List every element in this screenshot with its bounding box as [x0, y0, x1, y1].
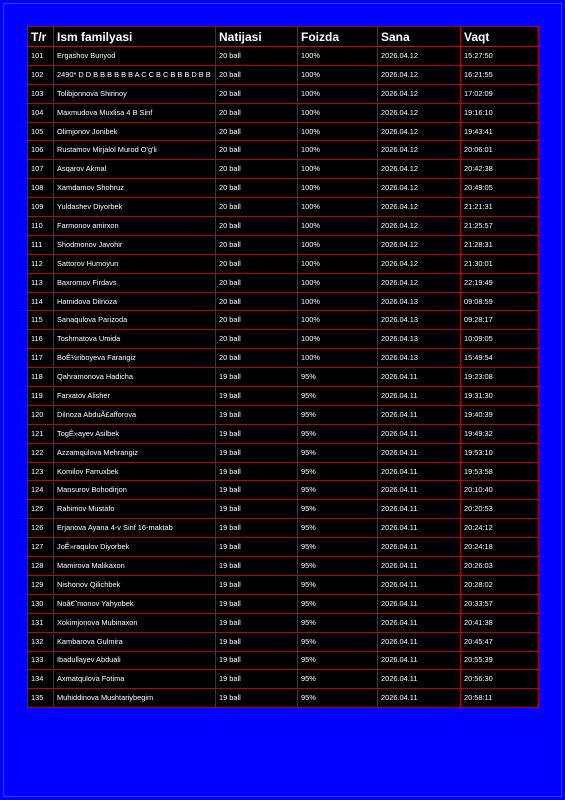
table-row: [28, 235, 539, 254]
cell-percent: 95%: [298, 613, 378, 632]
cell-name: Dilnoza AbduÃ£afforova: [54, 405, 216, 424]
cell-number: 123: [28, 462, 54, 481]
cell-time: 17:02:09: [461, 84, 539, 103]
cell-time: 19:31:30: [461, 387, 539, 406]
cell-result: 20 ball: [216, 179, 298, 198]
cell-number: 131: [28, 613, 54, 632]
cell-percent: 95%: [298, 538, 378, 557]
cell-result: 19 ball: [216, 481, 298, 500]
cell-number: 125: [28, 500, 54, 519]
cell-percent: 100%: [298, 235, 378, 254]
table-row: [28, 84, 539, 103]
cell-result: 20 ball: [216, 141, 298, 160]
table-row: [28, 462, 539, 481]
cell-name: Kambarova Gulmira: [54, 632, 216, 651]
cell-result: 19 ball: [216, 519, 298, 538]
cell-date: 2026.04.13: [378, 349, 461, 368]
cell-percent: 100%: [298, 198, 378, 217]
cell-number: 105: [28, 122, 54, 141]
cell-number: 103: [28, 84, 54, 103]
table-row: [28, 103, 539, 122]
cell-name: Maxmudova Muxlisa 4 B Sinf: [54, 103, 216, 122]
cell-number: 108: [28, 179, 54, 198]
cell-name: BoÊ½riboyeva Farangiz: [54, 349, 216, 368]
cell-name: Komilov Farruxbek: [54, 462, 216, 481]
cell-name: Nishonov Qilichbek: [54, 575, 216, 594]
cell-number: 128: [28, 557, 54, 576]
table-row: [28, 387, 539, 406]
cell-result: 20 ball: [216, 292, 298, 311]
cell-percent: 100%: [298, 292, 378, 311]
cell-percent: 95%: [298, 670, 378, 689]
table-row: [28, 198, 539, 217]
cell-date: 2026.04.11: [378, 632, 461, 651]
cell-result: 20 ball: [216, 160, 298, 179]
cell-number: 104: [28, 103, 54, 122]
cell-number: 132: [28, 632, 54, 651]
cell-date: 2026.04.11: [378, 613, 461, 632]
table-row: [28, 594, 539, 613]
table-row: [28, 481, 539, 500]
cell-percent: 95%: [298, 368, 378, 387]
table-row: [28, 179, 539, 198]
cell-result: 19 ball: [216, 500, 298, 519]
cell-name: Noâ€˜monov Yahyobek: [54, 594, 216, 613]
results-table: [27, 26, 539, 708]
cell-percent: 95%: [298, 405, 378, 424]
cell-name: Farxatov Alisher: [54, 387, 216, 406]
table-row: [28, 330, 539, 349]
cell-number: 135: [28, 689, 54, 708]
table-row: [28, 349, 539, 368]
cell-percent: 95%: [298, 443, 378, 462]
cell-number: 126: [28, 519, 54, 538]
cell-percent: 100%: [298, 65, 378, 84]
header-result: Natijasi: [216, 27, 298, 47]
cell-result: 19 ball: [216, 557, 298, 576]
cell-date: 2026.04.13: [378, 292, 461, 311]
cell-result: 19 ball: [216, 651, 298, 670]
cell-date: 2026.04.11: [378, 651, 461, 670]
cell-percent: 100%: [298, 122, 378, 141]
table-row: [28, 292, 539, 311]
cell-time: 20:58:11: [461, 689, 539, 708]
cell-number: 106: [28, 141, 54, 160]
cell-percent: 100%: [298, 141, 378, 160]
cell-date: 2026.04.12: [378, 198, 461, 217]
cell-date: 2026.04.11: [378, 405, 461, 424]
cell-date: 2026.04.13: [378, 311, 461, 330]
table-row: [28, 443, 539, 462]
cell-percent: 100%: [298, 217, 378, 236]
cell-date: 2026.04.11: [378, 689, 461, 708]
header-name: Ism familyasi: [54, 27, 216, 47]
cell-percent: 95%: [298, 462, 378, 481]
table-row: [28, 575, 539, 594]
table-row: [28, 254, 539, 273]
cell-percent: 100%: [298, 47, 378, 66]
table-row: [28, 311, 539, 330]
cell-number: 120: [28, 405, 54, 424]
cell-time: 15:27:50: [461, 47, 539, 66]
cell-number: 113: [28, 273, 54, 292]
cell-time: 20:24:12: [461, 519, 539, 538]
cell-time: 21:28:31: [461, 235, 539, 254]
cell-number: 114: [28, 292, 54, 311]
cell-date: 2026.04.11: [378, 481, 461, 500]
cell-name: JoÊ»raqulov Diyorbek: [54, 538, 216, 557]
cell-date: 2026.04.12: [378, 217, 461, 236]
cell-name: Mamirova Malikaxon: [54, 557, 216, 576]
cell-date: 2026.04.11: [378, 387, 461, 406]
cell-name: Qahramonova Hadicha: [54, 368, 216, 387]
cell-percent: 95%: [298, 557, 378, 576]
cell-percent: 95%: [298, 424, 378, 443]
cell-name: Erjanova Ayana 4-v Sinf 16-maktab: [54, 519, 216, 538]
cell-time: 10:09:05: [461, 330, 539, 349]
cell-time: 09:08:59: [461, 292, 539, 311]
cell-number: 117: [28, 349, 54, 368]
cell-date: 2026.04.12: [378, 103, 461, 122]
cell-name: Ibadullayev Abduali: [54, 651, 216, 670]
cell-time: 20:24:18: [461, 538, 539, 557]
cell-percent: 95%: [298, 594, 378, 613]
cell-time: 20:56:30: [461, 670, 539, 689]
cell-result: 19 ball: [216, 443, 298, 462]
cell-percent: 95%: [298, 519, 378, 538]
cell-percent: 95%: [298, 651, 378, 670]
cell-date: 2026.04.11: [378, 557, 461, 576]
cell-time: 20:49:05: [461, 179, 539, 198]
table-row: [28, 273, 539, 292]
cell-time: 20:42:38: [461, 160, 539, 179]
cell-number: 115: [28, 311, 54, 330]
cell-date: 2026.04.12: [378, 122, 461, 141]
cell-date: 2026.04.12: [378, 65, 461, 84]
cell-result: 20 ball: [216, 330, 298, 349]
cell-date: 2026.04.12: [378, 235, 461, 254]
cell-name: Rahimov Mustafo: [54, 500, 216, 519]
table-row: [28, 632, 539, 651]
cell-time: 20:26:03: [461, 557, 539, 576]
cell-result: 19 ball: [216, 689, 298, 708]
cell-number: 121: [28, 424, 54, 443]
cell-percent: 100%: [298, 311, 378, 330]
table-row: [28, 122, 539, 141]
table-row: [28, 405, 539, 424]
cell-percent: 100%: [298, 179, 378, 198]
cell-date: 2026.04.12: [378, 273, 461, 292]
cell-date: 2026.04.12: [378, 84, 461, 103]
header-row: [28, 27, 539, 47]
cell-percent: 100%: [298, 160, 378, 179]
cell-result: 20 ball: [216, 217, 298, 236]
cell-name: Farmonov amirxon: [54, 217, 216, 236]
cell-date: 2026.04.11: [378, 462, 461, 481]
cell-number: 116: [28, 330, 54, 349]
cell-date: 2026.04.11: [378, 424, 461, 443]
cell-name: 2490* D D B B B B B B A C C B C B B B D B B: [54, 65, 216, 84]
table-row: [28, 160, 539, 179]
header-date: Sana: [378, 27, 461, 47]
cell-name: Baxromov Firdavs: [54, 273, 216, 292]
cell-number: 130: [28, 594, 54, 613]
cell-name: Asqarov Akmal: [54, 160, 216, 179]
cell-result: 20 ball: [216, 254, 298, 273]
cell-time: 20:28:02: [461, 575, 539, 594]
cell-number: 129: [28, 575, 54, 594]
cell-name: Ergashov Bunyod: [54, 47, 216, 66]
cell-time: 22:19:49: [461, 273, 539, 292]
cell-result: 19 ball: [216, 405, 298, 424]
cell-date: 2026.04.11: [378, 368, 461, 387]
cell-result: 20 ball: [216, 311, 298, 330]
table-row: [28, 613, 539, 632]
cell-result: 19 ball: [216, 632, 298, 651]
table-row: [28, 65, 539, 84]
cell-result: 19 ball: [216, 575, 298, 594]
cell-result: 20 ball: [216, 47, 298, 66]
cell-date: 2026.04.11: [378, 594, 461, 613]
header-time: Vaqt: [461, 27, 539, 47]
table-row: [28, 368, 539, 387]
cell-time: 20:41:38: [461, 613, 539, 632]
cell-time: 19:49:32: [461, 424, 539, 443]
table-row: [28, 557, 539, 576]
cell-number: 133: [28, 651, 54, 670]
cell-time: 20:33:57: [461, 594, 539, 613]
cell-time: 19:53:10: [461, 443, 539, 462]
header-number: T/r: [28, 27, 54, 47]
cell-time: 19:16:10: [461, 103, 539, 122]
cell-time: 20:20:53: [461, 500, 539, 519]
table-row: [28, 689, 539, 708]
cell-time: 15:49:54: [461, 349, 539, 368]
table-row: [28, 424, 539, 443]
cell-number: 122: [28, 443, 54, 462]
cell-result: 19 ball: [216, 462, 298, 481]
cell-date: 2026.04.12: [378, 47, 461, 66]
cell-time: 20:06:01: [461, 141, 539, 160]
cell-percent: 100%: [298, 273, 378, 292]
cell-name: Sattorov Humoyun: [54, 254, 216, 273]
cell-date: 2026.04.12: [378, 254, 461, 273]
cell-percent: 95%: [298, 575, 378, 594]
cell-time: 21:21:31: [461, 198, 539, 217]
cell-name: TogÊ»ayev Asilbek: [54, 424, 216, 443]
cell-number: 124: [28, 481, 54, 500]
table-row: [28, 670, 539, 689]
cell-time: 19:40:39: [461, 405, 539, 424]
cell-name: Hamidova Dilnoza: [54, 292, 216, 311]
cell-name: Sanaqulova Parizoda: [54, 311, 216, 330]
cell-number: 110: [28, 217, 54, 236]
cell-result: 20 ball: [216, 84, 298, 103]
cell-name: Rustamov Mirjalol Murod O'g'li: [54, 141, 216, 160]
cell-percent: 100%: [298, 349, 378, 368]
cell-number: 112: [28, 254, 54, 273]
cell-date: 2026.04.12: [378, 141, 461, 160]
cell-date: 2026.04.12: [378, 160, 461, 179]
cell-name: Muhiddinova Mushtariybegim: [54, 689, 216, 708]
cell-name: Mansurov Bohodirjon: [54, 481, 216, 500]
cell-time: 16:21:55: [461, 65, 539, 84]
cell-percent: 100%: [298, 254, 378, 273]
table-row: [28, 141, 539, 160]
cell-date: 2026.04.11: [378, 538, 461, 557]
cell-result: 19 ball: [216, 538, 298, 557]
cell-number: 134: [28, 670, 54, 689]
cell-name: Axmatqulova Fotima: [54, 670, 216, 689]
cell-date: 2026.04.11: [378, 519, 461, 538]
cell-name: Yuldashev Diyorbek: [54, 198, 216, 217]
cell-percent: 100%: [298, 103, 378, 122]
cell-number: 127: [28, 538, 54, 557]
cell-name: Tolibjonnova Shirinoy: [54, 84, 216, 103]
cell-percent: 95%: [298, 689, 378, 708]
cell-time: 20:10:40: [461, 481, 539, 500]
table-body: [28, 47, 539, 708]
cell-name: Xokimjonova Mubinaxon: [54, 613, 216, 632]
cell-number: 118: [28, 368, 54, 387]
cell-result: 19 ball: [216, 613, 298, 632]
cell-result: 19 ball: [216, 670, 298, 689]
cell-time: 20:45:47: [461, 632, 539, 651]
cell-result: 20 ball: [216, 65, 298, 84]
cell-date: 2026.04.11: [378, 575, 461, 594]
cell-percent: 95%: [298, 387, 378, 406]
cell-result: 19 ball: [216, 424, 298, 443]
cell-time: 09:28:17: [461, 311, 539, 330]
cell-result: 19 ball: [216, 594, 298, 613]
table-row: [28, 519, 539, 538]
cell-time: 19:43:41: [461, 122, 539, 141]
cell-percent: 100%: [298, 84, 378, 103]
cell-number: 101: [28, 47, 54, 66]
table-row: [28, 500, 539, 519]
cell-time: 21:25:57: [461, 217, 539, 236]
cell-name: Toshmatova Umida: [54, 330, 216, 349]
cell-result: 19 ball: [216, 368, 298, 387]
table-row: [28, 217, 539, 236]
cell-percent: 95%: [298, 500, 378, 519]
cell-name: Shodmonov Javohir: [54, 235, 216, 254]
cell-percent: 95%: [298, 632, 378, 651]
cell-time: 20:55:39: [461, 651, 539, 670]
cell-number: 111: [28, 235, 54, 254]
cell-result: 20 ball: [216, 349, 298, 368]
cell-number: 119: [28, 387, 54, 406]
cell-time: 19:23:08: [461, 368, 539, 387]
cell-percent: 100%: [298, 330, 378, 349]
cell-date: 2026.04.13: [378, 330, 461, 349]
cell-result: 20 ball: [216, 273, 298, 292]
cell-date: 2026.04.11: [378, 670, 461, 689]
cell-time: 21:30:01: [461, 254, 539, 273]
table-row: [28, 651, 539, 670]
table-row: [28, 47, 539, 66]
cell-name: Xamdamov Shohruz: [54, 179, 216, 198]
cell-result: 20 ball: [216, 198, 298, 217]
cell-result: 20 ball: [216, 122, 298, 141]
cell-date: 2026.04.11: [378, 443, 461, 462]
cell-date: 2026.04.11: [378, 500, 461, 519]
header-percent: Foizda: [298, 27, 378, 47]
cell-result: 20 ball: [216, 103, 298, 122]
cell-number: 107: [28, 160, 54, 179]
cell-number: 102: [28, 65, 54, 84]
cell-percent: 95%: [298, 481, 378, 500]
cell-time: 19:53:58: [461, 462, 539, 481]
cell-result: 19 ball: [216, 387, 298, 406]
cell-name: Olimjonov Jonibek: [54, 122, 216, 141]
table-row: [28, 538, 539, 557]
cell-result: 20 ball: [216, 235, 298, 254]
cell-name: Azzamqulova Mehrangiz: [54, 443, 216, 462]
cell-date: 2026.04.12: [378, 179, 461, 198]
cell-number: 109: [28, 198, 54, 217]
